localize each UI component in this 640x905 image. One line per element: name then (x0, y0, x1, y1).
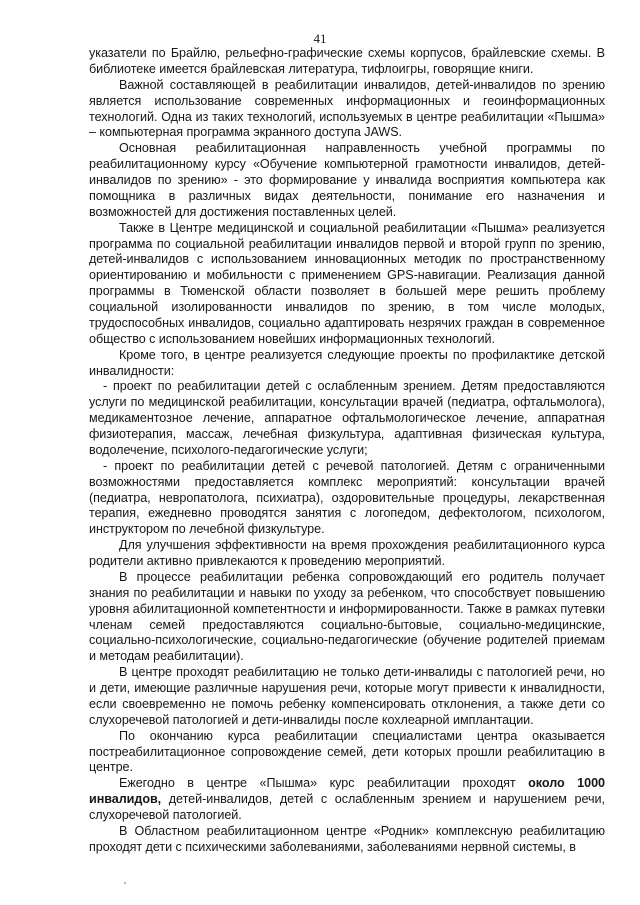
bullet-paragraph: - проект по реабилитации детей с ослабленным зрением. Детям предоставляются услуги по медицинской реабилитации, консультации врачей (педиатра, офтальмолога), медикаментозное лечение, аппаратное офтальмологическое лечение, аппаратная физиотерапия, массаж, лечебная физкультура, адаптивная физическая культура, водолечение, психолого-педагогические услуги; (89, 379, 605, 457)
page-number: 41 (313, 31, 327, 46)
paragraph: По окончанию курса реабилитации специалистами центра оказывается постреабилитационное сопровождение семей, дети которых прошли реабилитацию в центре. (89, 728, 605, 775)
paragraph: В Областном реабилитационном центре «Родник» комплексную реабилитацию проходят дети с психическими заболеваниями, заболеваниями нервной системы, в (89, 823, 605, 854)
paragraph-text: детей-инвалидов, детей с ослабленным зрением и нарушением речи, слухоречевой патологией. (89, 792, 605, 822)
paragraph: В центре проходят реабилитацию не только дети-инвалиды с патологией речи, но и дети, имеющие различные нарушения речи, которые могут привести к инвалидности, если своевременно не помочь ребенку компенсировать отклонения, а также дети со слухоречевой патологией и дети-инвалиды после кохлеарной имплантации. (89, 665, 605, 727)
paragraph: Также в Центре медицинской и социальной реабилитации «Пышма» реализуется программа по социальной реабилитации инвалидов первой и второй групп по зрению, детей-инвалидов с использованием инновационных методик по пространственному ориентированию и мобильности с применением GPS-навигации. Реализация данной программы в Тюменской области позволяет в большей мере решить проблему социальной изолированности инвалидов по зрению, в том числе молодых, трудоспособных инвалидов, социально адаптировать незрячих граждан в современное общество с использованием новейших информационных технологий. (89, 220, 605, 346)
text-body (89, 46, 605, 856)
paragraph (89, 776, 605, 824)
scan-speck (124, 882, 126, 884)
paragraph: Основная реабилитационная направленность учебной программы по реабилитационному курсу «Обучение компьютерной грамотности инвалидов, детей-инвалидов по зрению» - это формирование у инвалида восприятия компьютера как помощника в различных видах деятельности, понимание его назначения и возможностей для достижения поставленных целей. (89, 141, 605, 219)
paragraph-text: Ежегодно в центре «Пышма» курс реабилитации проходят (119, 776, 529, 791)
paragraph: Кроме того, в центре реализуется следующие проекты по профилактике детской инвалидности: (89, 347, 605, 378)
paragraph: Важной составляющей в реабилитации инвалидов, детей-инвалидов по зрению является использование современных информационных и геоинформационных технологий. Одна из таких технологий, используемых в центре реабилитации «Пышма» – компьютерная программа экранного доступа JAWS. (89, 77, 605, 140)
bold-text: около 1000 инвалидов, (89, 776, 605, 807)
paragraph: Для улучшения эффективности на время прохождения реабилитационного курса родители активно привлекаются к проведению мероприятий. (89, 538, 605, 568)
paragraph: В процессе реабилитации ребенка сопровождающий его родитель получает знания по реабилитации и навыки по уходу за ребенком, что способствует повышению уровня абилитационной компетентности и информированности. Также в рамках путевки членам семей предоставляются социально-бытовые, социально-медицинские, социально-психологические, социально-педагогические (обучение родителей приемам и методам реабилитации). (89, 569, 605, 664)
paragraph: указатели по Брайлю, рельефно-графические схемы корпусов, брайлевские схемы. В библиотеке имеется брайлевская литература, тифлоигры, говорящие книги. (89, 46, 605, 76)
bullet-paragraph: - проект по реабилитации детей с речевой патологией. Детям с ограниченными возможностями предоставляется комплекс мероприятий: консультации врачей (педиатра, невропатолога, психиатра), оздоровительные процедуры, лекарственная терапия, ежедневно проводятся занятия с логопедом, дефектологом, психологом, инструктором по лечебной физкультуре. (89, 458, 605, 537)
